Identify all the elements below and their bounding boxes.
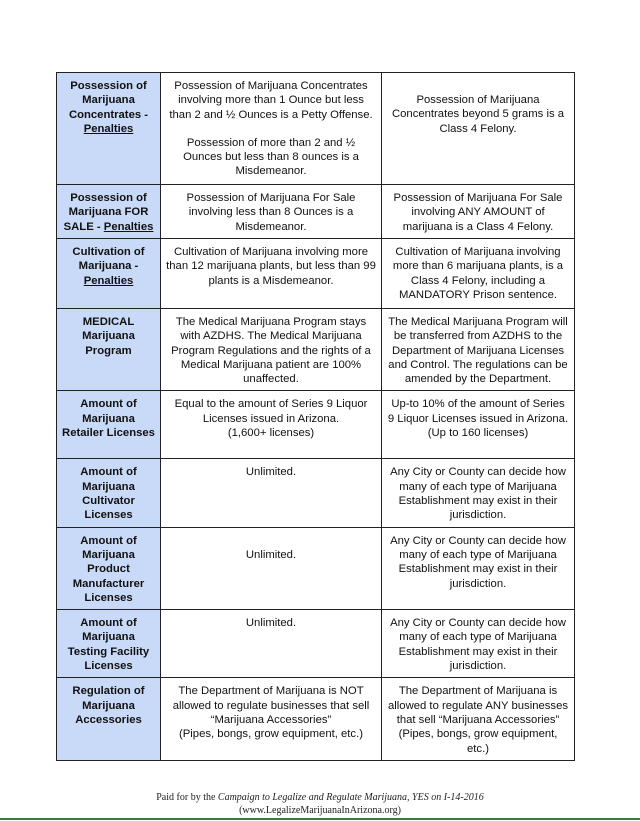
- proposed-law-text: The Medical Marijuana Program will be transferred from AZDHS to the Department of Marijuana Licenses and Control. The regulations can be amended by the Department.: [388, 316, 568, 386]
- row-header: [57, 527, 161, 609]
- current-law-text: The Department of Marijuana is NOT allowed to regulate businesses that sell “Marijuana Accessories”: [172, 685, 370, 726]
- row-header-text: Amount of Marijuana Testing Facility Licenses: [67, 617, 150, 673]
- row-header-text: MEDICAL Marijuana Program: [82, 316, 135, 357]
- table-row: [57, 73, 575, 185]
- website-footer: [0, 804, 640, 817]
- proposed-law-cell: [382, 678, 575, 760]
- proposed-law-cell: [382, 239, 575, 309]
- proposed-law-text: (Pipes, bongs, grow equipment, etc.): [398, 728, 558, 755]
- footer-prefix: Paid for by the: [156, 792, 218, 803]
- proposed-law-text: Up-to 10% of the amount of Series 9 Liquor Licenses issued in Arizona.: [387, 398, 569, 425]
- disclaimer-footer: [0, 791, 640, 804]
- row-header: [57, 459, 161, 527]
- proposed-law-cell: [382, 309, 575, 391]
- current-law-cell: [161, 459, 382, 527]
- current-law-text: (1,600+ licenses): [227, 427, 315, 440]
- website-text: (www.LegalizeMarijuanaInArizona.org): [239, 805, 401, 816]
- proposed-law-text: Possession of Marijuana For Sale involving ANY AMOUNT of marijuana is a Class 4 Felony.: [393, 192, 563, 233]
- row-header: [57, 309, 161, 391]
- row-header: [57, 678, 161, 760]
- row-header-text: Amount of Marijuana Cultivator Licenses: [80, 466, 137, 522]
- proposed-law-text: Possession of Marijuana Concentrates beyond 5 grams is a Class 4 Felony.: [391, 94, 565, 135]
- proposed-law-text: Cultivation of Marijuana involving more than 6 marijuana plants, is a Class 4 Felony, including a MANDATORY Prison sentence.: [392, 246, 564, 301]
- proposed-law-text: (Up to 160 licenses): [427, 427, 529, 440]
- current-law-text: Equal to the amount of Series 9 Liquor Licenses issued in Arizona.: [174, 398, 368, 425]
- table-row: [57, 391, 575, 459]
- current-law-cell: [161, 239, 382, 309]
- penalties-label: Penalties: [83, 274, 134, 287]
- row-header-text: Possession of Marijuana Concentrates -: [68, 80, 149, 121]
- current-law-cell: [161, 309, 382, 391]
- proposed-law-cell: [382, 610, 575, 678]
- table-row: [57, 527, 575, 609]
- row-header: [57, 185, 161, 239]
- table-row: [57, 678, 575, 760]
- comparison-table: [56, 72, 575, 761]
- penalties-label: Penalties: [103, 220, 154, 233]
- current-law-cell: [161, 185, 382, 239]
- current-law-text: Unlimited.: [245, 617, 297, 630]
- current-law-cell: [161, 610, 382, 678]
- bottom-rule: [0, 818, 640, 820]
- proposed-law-cell: [382, 527, 575, 609]
- penalties-label: Penalties: [83, 122, 134, 135]
- current-law-cell: [161, 73, 382, 185]
- row-header-text: Amount of Marijuana Retailer Licenses: [62, 398, 155, 440]
- table-row: [57, 459, 575, 527]
- table-row: [57, 309, 575, 391]
- current-law-text: (Pipes, bongs, grow equipment, etc.): [179, 728, 363, 741]
- proposed-law-text: Any City or County can decide how many of each type of Marijuana Establishment may exist in their jurisdiction.: [390, 534, 566, 590]
- current-law-text: Cultivation of Marijuana involving more than 12 marijuana plants, but less than 99 plants is a Misdemeanor.: [166, 246, 376, 287]
- row-header-text: Amount of Marijuana Product Manufacturer Licenses: [72, 534, 145, 604]
- current-law-cell: [161, 527, 382, 609]
- current-law-text: The Medical Marijuana Program stays with AZDHS. The Medical Marijuana Program Regulations and the rights of a Medical Marijuana patient are 100% unaffected.: [171, 316, 371, 386]
- campaign-name: Campaign to Legalize and Regulate Marijuana, YES on I-14-2016: [217, 792, 484, 803]
- current-law-cell: [161, 678, 382, 760]
- row-header-text: Possession of Marijuana FOR SALE -: [63, 192, 149, 233]
- current-law-text: Unlimited.: [245, 548, 297, 561]
- current-law-text: Possession of Marijuana For Sale involving less than 8 Ounces is a Misdemeanor.: [186, 192, 356, 233]
- row-header: [57, 73, 161, 185]
- row-header: [57, 391, 161, 459]
- proposed-law-cell: [382, 459, 575, 527]
- row-header: [57, 239, 161, 309]
- current-law-text: Possession of more than 2 and ½ Ounces but less than 8 ounces is a Misdemeanor.: [183, 136, 359, 178]
- current-law-cell: [161, 391, 382, 459]
- row-header-text: Cultivation of Marijuana -: [72, 246, 145, 273]
- proposed-law-cell: [382, 391, 575, 459]
- row-header-text: Regulation of Marijuana Accessories: [72, 685, 145, 726]
- proposed-law-cell: [382, 73, 575, 185]
- table-row: [57, 239, 575, 309]
- proposed-law-text: Any City or County can decide how many of each type of Marijuana Establishment may exist in their jurisdiction.: [390, 466, 566, 522]
- proposed-law-text: Any City or County can decide how many of each type of Marijuana Establishment may exist in their jurisdiction.: [390, 617, 566, 673]
- table-row: [57, 185, 575, 239]
- row-header: [57, 610, 161, 678]
- table-row: [57, 610, 575, 678]
- current-law-text: Unlimited.: [245, 466, 297, 479]
- current-law-text: Possession of Marijuana Concentrates involving more than 1 Ounce but less than 2 and ½ Ounces is a Petty Offense.: [169, 80, 373, 121]
- proposed-law-cell: [382, 185, 575, 239]
- proposed-law-text: The Department of Marijuana is allowed to regulate ANY businesses that sell “Marijuana Accessories”: [387, 685, 569, 726]
